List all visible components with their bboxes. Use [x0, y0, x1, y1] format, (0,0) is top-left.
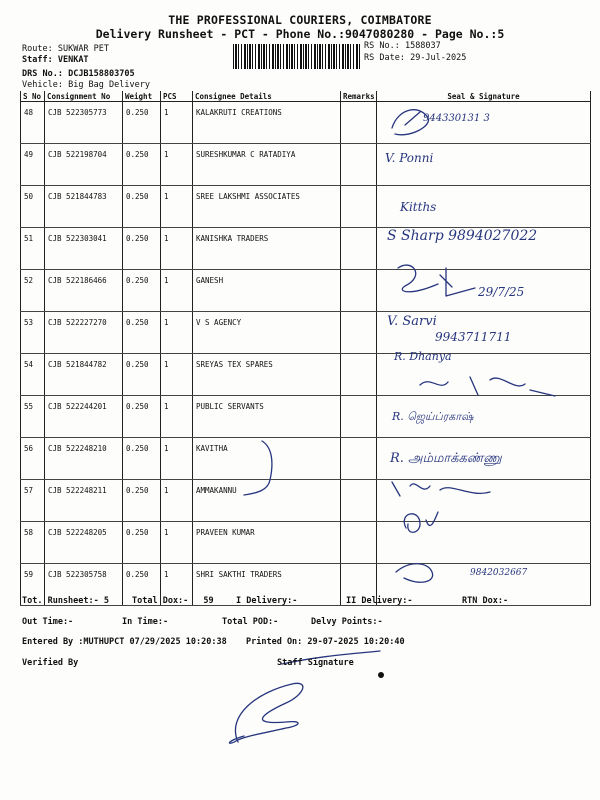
rs-no-label: RS No.:: [364, 41, 400, 51]
vehicle-label: Vehicle:: [22, 80, 63, 90]
row-weight: 0.250: [123, 438, 161, 480]
company-title: THE PROFESSIONAL COURIERS, COIMBATORE: [168, 13, 432, 27]
vehicle-value: Big Bag Delivery: [68, 80, 150, 90]
row-pcs: 1: [161, 186, 193, 228]
runsheet-subtitle: Delivery Runsheet - PCT - Phone No.:9047080280 - Page No.:5: [95, 27, 505, 41]
row-pcs: 1: [161, 480, 193, 522]
row-sno: 56: [21, 438, 45, 480]
total-dox-label: Total Dox:-: [132, 596, 189, 606]
row-pcs: 1: [161, 144, 193, 186]
row-sno: 59: [21, 564, 45, 606]
row-pcs: 1: [161, 564, 193, 606]
ink-text-49: V. Ponni: [385, 151, 434, 165]
row-consignee: AMMAKANNU: [193, 480, 341, 522]
ink-text-53: V. Sarvi: [387, 314, 437, 329]
ink-stroke-56: [244, 441, 272, 495]
row-weight: 0.250: [123, 186, 161, 228]
row-weight: 0.250: [123, 522, 161, 564]
row-consignee: PRAVEEN KUMAR: [193, 522, 341, 564]
row-weight: 0.250: [123, 102, 161, 144]
ii-delivery: II Delivery:-: [346, 596, 413, 606]
col-consignment: Consignment No: [45, 91, 123, 102]
row-pcs: 1: [161, 396, 193, 438]
row-sno: 58: [21, 522, 45, 564]
row-consignee: KAVITHA: [193, 438, 341, 480]
row-consignment-no: CJB 521844783: [45, 186, 123, 228]
row-sno: 50: [21, 186, 45, 228]
row-weight: 0.250: [123, 480, 161, 522]
row-sno: 53: [21, 312, 45, 354]
route-value: SUKWAR PET: [57, 44, 110, 54]
row-weight: 0.250: [123, 228, 161, 270]
staff-signature: Staff Signature: [277, 658, 354, 668]
ink-text-52: 29/7/25: [478, 285, 525, 299]
total-dox-line: [132, 596, 214, 606]
col-consignee: Consignee Details: [193, 91, 341, 102]
row-pcs: 1: [161, 228, 193, 270]
row-consignee: PUBLIC SERVANTS: [193, 396, 341, 438]
row-pcs: 1: [161, 312, 193, 354]
row-sno: 55: [21, 396, 45, 438]
row-weight: 0.250: [123, 144, 161, 186]
row-sno: 54: [21, 354, 45, 396]
row-consignee: KANISHKA TRADERS: [193, 228, 341, 270]
row-consignment-no: CJB 521844782: [45, 354, 123, 396]
rs-date-value: 29-Jul-2025: [410, 53, 467, 63]
col-sno: S No: [21, 91, 45, 102]
entered-by: Entered By :MUTHUPCT 07/29/2025 10:20:38: [22, 637, 227, 647]
row-consignment-no: CJB 522186466: [45, 270, 123, 312]
row-pcs: 1: [161, 438, 193, 480]
row-consignment-no: CJB 522227270: [45, 312, 123, 354]
ink-text-54: R. Dhanya: [394, 350, 452, 363]
delvy-points: Delvy Points:-: [311, 617, 383, 627]
row-consignment-no: CJB 522198704: [45, 144, 123, 186]
row-pcs: 1: [161, 102, 193, 144]
row-consignment-no: CJB 522305773: [45, 102, 123, 144]
row-consignee: V S AGENCY: [193, 312, 341, 354]
drs-value: DCJB158803705: [68, 69, 135, 79]
row-weight: 0.250: [123, 354, 161, 396]
row-sno: 51: [21, 228, 45, 270]
row-pcs: 1: [161, 270, 193, 312]
row-sno: 57: [21, 480, 45, 522]
row-consignment-no: CJB 522305758: [45, 564, 123, 606]
row-consignment-no: CJB 522303041: [45, 228, 123, 270]
row-weight: 0.250: [123, 396, 161, 438]
row-consignment-no: CJB 522248211: [45, 480, 123, 522]
ink-text-57: R. அம்மாக்கண்ணு: [390, 451, 502, 466]
ink-text-50: Kitths: [400, 200, 437, 214]
rs-date-label: RS Date:: [364, 53, 405, 63]
row-consignee: GANESH: [193, 270, 341, 312]
row-consignee: SHRI SAKTHI TRADERS: [193, 564, 341, 606]
printed-on: Printed On: 29-07-2025 10:20:40: [246, 637, 405, 647]
col-pcs: PCS: [161, 91, 193, 102]
rs-no-value: 1588037: [404, 41, 441, 51]
row-consignment-no: CJB 522248205: [45, 522, 123, 564]
row-pcs: 1: [161, 522, 193, 564]
rtn-dox: RTN Dox:-: [462, 596, 509, 606]
row-sno: 48: [21, 102, 45, 144]
ink-text-48: 944330131 3: [423, 113, 490, 124]
ink-text-51: S Sharp 9894027022: [387, 228, 538, 244]
route-label: Route:: [22, 44, 53, 54]
row-consignee: KALAKRUTI CREATIONS: [193, 102, 341, 144]
row-sno: 49: [21, 144, 45, 186]
ink-text-53b: 9943711711: [435, 330, 512, 344]
row-consignee: SREYAS TEX SPARES: [193, 354, 341, 396]
row-sno: 52: [21, 270, 45, 312]
row-weight: 0.250: [123, 270, 161, 312]
tot-runsheet: Tot. Runsheet:- 5: [22, 596, 109, 606]
row-consignment-no: CJB 522248210: [45, 438, 123, 480]
total-pod: Total POD:-: [222, 617, 279, 627]
out-time: Out Time:-: [22, 617, 74, 627]
verified-by: Verified By: [22, 658, 79, 668]
row-consignee: SURESHKUMAR C RATADIYA: [193, 144, 341, 186]
ink-stroke-52: [398, 265, 475, 296]
total-dox-value: 59: [203, 596, 214, 606]
ink-stroke-58: [404, 512, 438, 532]
row-weight: 0.250: [123, 564, 161, 606]
staff-label: Staff:: [22, 55, 53, 65]
staff-value: VENKAT: [57, 55, 89, 65]
ink-stroke-57: [392, 482, 490, 496]
ink-stroke-55: [420, 377, 555, 396]
staff-signature-scrawl: [229, 683, 302, 743]
ink-text-55: R. ஜெய்ப்ரகாஷ்: [392, 410, 474, 423]
row-consignee: SREE LAKSHMI ASSOCIATES: [193, 186, 341, 228]
i-delivery: I Delivery:-: [236, 596, 298, 606]
col-signature: Seal & Signature: [377, 91, 591, 102]
ink-stroke-59: [396, 564, 433, 583]
in-time: In Time:-: [122, 617, 169, 627]
col-weight: Weight: [123, 91, 161, 102]
row-weight: 0.250: [123, 312, 161, 354]
ink-text-59: 9842032667: [470, 568, 528, 578]
ink-dot: [378, 672, 384, 678]
col-remarks: Remarks: [341, 91, 377, 102]
drs-label: DRS No.:: [22, 69, 63, 79]
row-consignment-no: CJB 522244201: [45, 396, 123, 438]
row-pcs: 1: [161, 354, 193, 396]
